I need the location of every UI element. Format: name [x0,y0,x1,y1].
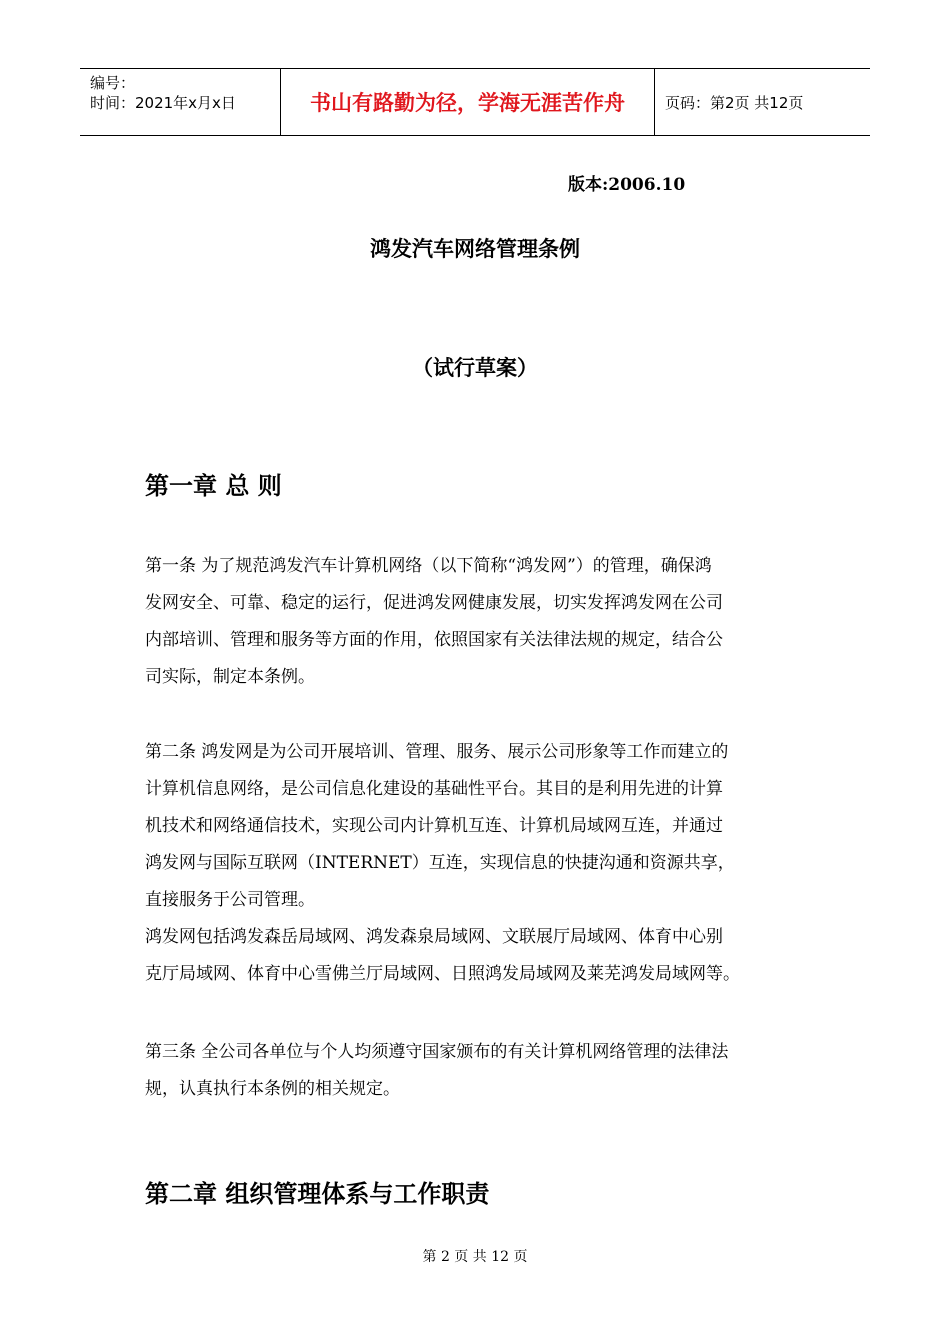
article-3-line: 规，认真执行本条例的相关规定。 [145,1079,400,1099]
article-2-line: 第二条 鸿发网是为公司开展培训、管理、服务、展示公司形象等工作而建立的 [145,742,729,762]
header-meta-cell [80,69,281,135]
header-page-label: 页码：第2页 共12页 [665,93,804,112]
article-1-line: 内部培训、管理和服务等方面的作用，依照国家有关法律法规的规定，结合公 [145,630,723,650]
number-label: 编号： [90,74,136,92]
article-3-line: 第三条 全公司各单位与个人均须遵守国家颁布的有关计算机网络管理的法律法 [145,1042,729,1062]
header-table [80,68,870,136]
article-2-line: 鸿发网与国际互联网（INTERNET）互连，实现信息的快捷沟通和资源共享， [145,853,735,873]
article-2-line: 鸿发网包括鸿发森岳局域网、鸿发森泉局域网、文联展厅局域网、体育中心别 [145,927,723,947]
article-2-line: 机技术和网络通信技术，实现公司内计算机互连、计算机局域网互连，并通过 [145,816,723,836]
article-2-line: 计算机信息网络，是公司信息化建设的基础性平台。其目的是利用先进的计算 [145,779,723,799]
time-label: 时间：2021年x月x日 [90,94,236,112]
version-label: 版本:2006.10 [568,175,686,195]
article-2-line: 直接服务于公司管理。 [145,890,315,910]
header-motto: 书山有路勤为径，学海无涯苦作舟 [281,69,655,135]
document-title: 鸿发汽车网络管理条例 [370,237,580,261]
document-subtitle: （试行草案） [412,356,538,380]
article-1-line: 司实际，制定本条例。 [145,667,315,687]
article-3 [145,1034,810,1108]
page-footer: 第 2 页 共 12 页 [422,1249,528,1265]
article-2-line: 克厅局域网、体育中心雪佛兰厅局域网、日照鸿发局域网及莱芜鸿发局域网等。 [145,964,740,984]
article-2 [145,734,810,993]
article-1-line: 第一条 为了规范鸿发汽车计算机网络（以下简称“鸿发网”）的管理，确保鸿 [145,556,712,576]
chapter-1-heading: 第一章 总 则 [145,472,282,500]
chapter-2-heading: 第二章 组织管理体系与工作职责 [145,1180,490,1208]
article-1 [145,548,810,696]
article-1-line: 发网安全、可靠、稳定的运行，促进鸿发网健康发展，切实发挥鸿发网在公司 [145,593,723,613]
